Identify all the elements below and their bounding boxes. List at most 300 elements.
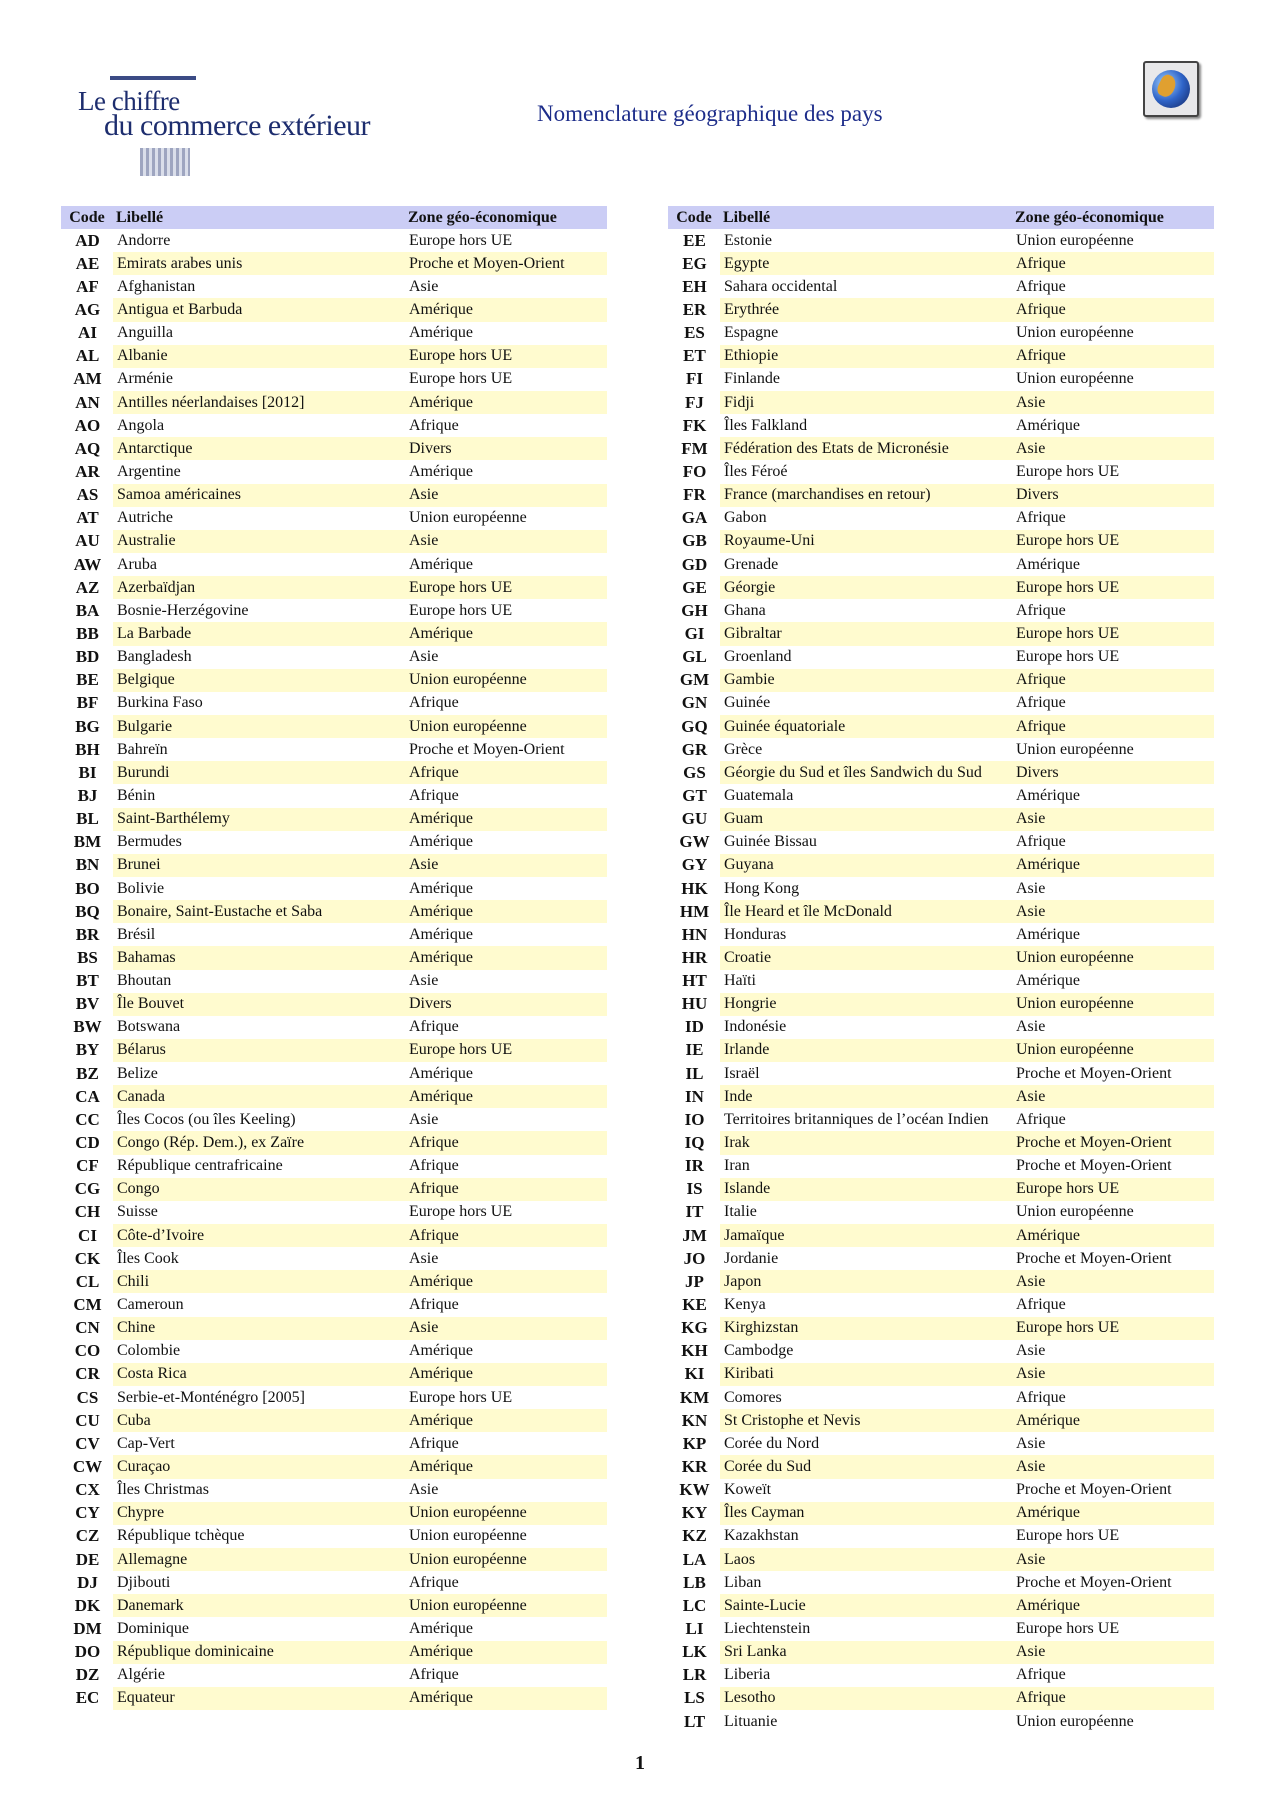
- table-row: [61, 414, 607, 437]
- country-label: Laos: [720, 1548, 1012, 1571]
- economic-zone: Amérique: [1012, 1409, 1214, 1432]
- country-code: LR: [682, 1665, 707, 1685]
- economic-zone: Asie: [1016, 1434, 1046, 1452]
- economic-zone: Amérique: [405, 391, 607, 414]
- country-label: Fédération des Etats de Micronésie: [720, 437, 1012, 460]
- table-row: [61, 391, 607, 414]
- country-label: Antarctique: [113, 437, 405, 460]
- table-row: [668, 484, 1214, 507]
- table-row: [668, 1108, 1214, 1131]
- country-code: BE: [76, 670, 99, 690]
- table-row: [668, 1455, 1214, 1478]
- country-code: LA: [682, 1549, 707, 1569]
- economic-zone: Afrique: [1012, 298, 1214, 321]
- column-header-label: Libellé: [720, 206, 1012, 229]
- economic-zone: Amérique: [1012, 1594, 1214, 1617]
- country-label: Cambodge: [724, 1342, 794, 1360]
- logo-building-graphic: [140, 148, 190, 176]
- country-code: HM: [679, 901, 710, 921]
- country-code: IL: [685, 1063, 704, 1083]
- country-label: Djibouti: [117, 1573, 171, 1591]
- country-label: Grenade: [724, 555, 779, 573]
- table-row: [668, 599, 1214, 622]
- economic-zone: Asie: [1012, 900, 1214, 923]
- table-row: [668, 622, 1214, 645]
- country-code: EC: [75, 1688, 100, 1708]
- economic-zone: Afrique: [405, 761, 607, 784]
- table-row: [668, 1710, 1214, 1733]
- economic-zone: Asie: [1012, 1270, 1214, 1293]
- table-body-right: [668, 229, 1214, 1733]
- country-label: France (marchandises en retour): [720, 484, 1012, 507]
- economic-zone: Afrique: [1016, 1296, 1066, 1314]
- country-code: HK: [681, 878, 708, 898]
- economic-zone: Afrique: [405, 1224, 607, 1247]
- economic-zone: Afrique: [1012, 1687, 1214, 1710]
- economic-zone: Amérique: [405, 808, 607, 831]
- country-code: BO: [75, 878, 100, 898]
- country-code: AR: [75, 461, 100, 481]
- country-code: IR: [685, 1156, 704, 1176]
- country-code: CG: [74, 1179, 101, 1199]
- country-label: Liechtenstein: [724, 1620, 811, 1637]
- economic-zone: Amérique: [405, 1363, 607, 1386]
- country-code: KH: [681, 1341, 708, 1361]
- economic-zone: Amérique: [1012, 1224, 1214, 1247]
- country-label: Territoires britanniques de l’océan Indien: [724, 1110, 989, 1128]
- country-label: Bonaire, Saint-Eustache et Saba: [113, 900, 405, 923]
- economic-zone: Proche et Moyen-Orient: [1016, 1157, 1172, 1175]
- country-code: HU: [681, 994, 708, 1014]
- economic-zone: Amérique: [1016, 925, 1080, 943]
- country-label: Bangladesh: [117, 648, 192, 666]
- country-label: Îles Cayman: [720, 1502, 1012, 1525]
- country-label: Azerbaïdjan: [113, 576, 405, 599]
- economic-zone: Amérique: [1012, 1502, 1214, 1525]
- country-code: JP: [685, 1271, 704, 1291]
- economic-zone: Amérique: [409, 879, 473, 897]
- country-label: Royaume-Uni: [720, 530, 1012, 553]
- country-label: Géorgie: [720, 576, 1012, 599]
- country-code: BV: [75, 994, 100, 1014]
- table-row: [668, 831, 1214, 854]
- economic-zone: Afrique: [1012, 669, 1214, 692]
- country-code: CF: [76, 1156, 99, 1176]
- country-code: FK: [682, 415, 707, 435]
- country-label: Koweït: [724, 1481, 772, 1499]
- country-label: Hong Kong: [724, 879, 800, 897]
- table-row: [61, 1039, 607, 1062]
- country-label: Îles Christmas: [117, 1481, 209, 1499]
- table-row: [61, 1178, 607, 1201]
- economic-zone: Afrique: [1012, 252, 1214, 275]
- country-label: Gibraltar: [720, 622, 1012, 645]
- table-row: [668, 646, 1214, 669]
- table-row: [61, 1455, 607, 1478]
- country-label: Lituanie: [724, 1712, 778, 1730]
- economic-zone: Union européenne: [1016, 370, 1134, 388]
- country-label: Canada: [113, 1085, 405, 1108]
- country-code: JO: [683, 1248, 706, 1268]
- country-code: AQ: [74, 438, 101, 458]
- table-row: [61, 946, 607, 969]
- country-code: FI: [686, 369, 703, 389]
- country-code: AZ: [75, 577, 100, 597]
- country-code: BS: [77, 947, 98, 967]
- country-code: FM: [681, 438, 708, 458]
- country-label: Australie: [113, 530, 405, 553]
- country-code: BM: [73, 832, 102, 852]
- economic-zone: Union européenne: [1012, 993, 1214, 1016]
- country-label: Guyana: [720, 854, 1012, 877]
- country-label: Bosnie-Herzégovine: [117, 601, 249, 619]
- economic-zone: Asie: [1012, 1085, 1214, 1108]
- economic-zone: Asie: [1012, 391, 1214, 414]
- column-header-zone: Zone géo-économique: [405, 206, 607, 229]
- economic-zone: Amérique: [405, 946, 607, 969]
- country-label: Congo (Rép. Dem.), ex Zaïre: [113, 1131, 405, 1154]
- table-row: [668, 345, 1214, 368]
- economic-zone: Proche et Moyen-Orient: [1016, 1249, 1172, 1267]
- economic-zone: Asie: [409, 1249, 439, 1267]
- economic-zone: Europe hors UE: [409, 370, 513, 388]
- table-row: [61, 298, 607, 321]
- country-label: Algérie: [117, 1666, 165, 1684]
- country-label: La Barbade: [113, 622, 405, 645]
- country-label: Inde: [720, 1085, 1012, 1108]
- economic-zone: Europe hors UE: [409, 601, 513, 619]
- country-code: ES: [684, 323, 705, 343]
- country-label: Îles Falkland: [724, 416, 808, 434]
- country-code: DM: [73, 1619, 102, 1638]
- economic-zone: Europe hors UE: [405, 1039, 607, 1062]
- economic-zone: Asie: [409, 648, 439, 666]
- country-code: CA: [75, 1086, 100, 1106]
- country-label: Irak: [720, 1131, 1012, 1154]
- country-label: Géorgie du Sud et îles Sandwich du Sud: [720, 761, 1012, 784]
- country-code: GE: [682, 577, 707, 597]
- economic-zone: Afrique: [1016, 833, 1066, 851]
- country-code: LT: [683, 1711, 706, 1731]
- country-label: Kiribati: [720, 1363, 1012, 1386]
- country-label: République dominicaine: [113, 1641, 405, 1664]
- country-code: BF: [76, 693, 99, 713]
- logo-bar: [110, 76, 196, 80]
- country-code: GD: [681, 554, 708, 574]
- table-row: [668, 1085, 1214, 1108]
- country-code: BR: [75, 924, 100, 944]
- table-row: [61, 1201, 607, 1224]
- country-label: Gambie: [720, 669, 1012, 692]
- country-label: Groenland: [724, 648, 792, 666]
- economic-zone: Amérique: [1016, 786, 1080, 804]
- table-row: [61, 1502, 607, 1525]
- table-row: [668, 715, 1214, 738]
- country-code: GY: [681, 855, 708, 875]
- table-row: [61, 275, 607, 298]
- country-code: KR: [681, 1457, 708, 1477]
- economic-zone: Proche et Moyen-Orient: [409, 740, 565, 758]
- country-label: République tchèque: [117, 1527, 245, 1545]
- country-code: GB: [682, 531, 707, 551]
- country-code: BN: [75, 855, 100, 875]
- country-code: GU: [681, 809, 708, 829]
- table-row: [61, 322, 607, 345]
- country-code: FJ: [685, 392, 704, 412]
- country-label: Botswana: [117, 1018, 181, 1036]
- country-code: KY: [681, 1503, 708, 1523]
- table-row: [668, 1409, 1214, 1432]
- table-row: [61, 1641, 607, 1664]
- economic-zone: Asie: [409, 972, 439, 990]
- economic-zone: Proche et Moyen-Orient: [1012, 1131, 1214, 1154]
- economic-zone: Afrique: [409, 1018, 459, 1036]
- country-code: CD: [75, 1133, 100, 1153]
- country-code: BJ: [77, 785, 98, 805]
- logo-line-1: Le chiffre: [78, 86, 180, 116]
- country-label: Croatie: [720, 946, 1012, 969]
- economic-zone: Amérique: [409, 555, 473, 573]
- page-number: 1: [635, 1752, 645, 1774]
- country-label: Haïti: [724, 972, 756, 990]
- country-label: Guinée: [724, 694, 771, 712]
- table-row: [61, 1594, 607, 1617]
- table-row: [61, 761, 607, 784]
- table-row: [668, 1062, 1214, 1085]
- table-row: [61, 1687, 607, 1710]
- table-row: [61, 1224, 607, 1247]
- country-code: GN: [681, 693, 708, 713]
- economic-zone: Afrique: [1012, 715, 1214, 738]
- economic-zone: Afrique: [405, 1178, 607, 1201]
- economic-zone: Europe hors UE: [1012, 1178, 1214, 1201]
- country-label: Cap-Vert: [117, 1434, 175, 1452]
- country-label: Andorre: [117, 231, 171, 249]
- table-row: [668, 1386, 1214, 1409]
- country-label: Kenya: [724, 1296, 766, 1314]
- economic-zone: Amérique: [405, 1409, 607, 1432]
- country-label: Espagne: [724, 324, 779, 342]
- country-code: IN: [685, 1086, 704, 1106]
- table-row: [668, 1502, 1214, 1525]
- country-code: LI: [685, 1619, 704, 1638]
- country-label: Danemark: [113, 1594, 405, 1617]
- globe-icon[interactable]: [1143, 61, 1199, 117]
- table-row: [668, 900, 1214, 923]
- country-label: Egypte: [720, 252, 1012, 275]
- table-row: [668, 1224, 1214, 1247]
- country-label: Curaçao: [113, 1455, 405, 1478]
- table-row: [668, 460, 1214, 483]
- country-label: Costa Rica: [113, 1363, 405, 1386]
- country-code: KE: [682, 1295, 707, 1315]
- country-label: Côte-d’Ivoire: [113, 1224, 405, 1247]
- country-label: Îles Cocos (ou îles Keeling): [117, 1110, 296, 1128]
- table-header-row: [668, 206, 1214, 229]
- economic-zone: Amérique: [405, 1270, 607, 1293]
- country-label: Sri Lanka: [720, 1641, 1012, 1664]
- table-row: [61, 970, 607, 993]
- country-label: Suisse: [117, 1203, 158, 1221]
- table-row: [61, 1270, 607, 1293]
- country-label: Hongrie: [720, 993, 1012, 1016]
- country-code: EE: [683, 230, 706, 250]
- country-code: CX: [75, 1480, 100, 1500]
- country-code: AT: [76, 508, 99, 528]
- economic-zone: Afrique: [1016, 1666, 1066, 1684]
- economic-zone: Afrique: [409, 694, 459, 712]
- economic-zone: Europe hors UE: [409, 1203, 513, 1221]
- economic-zone: Union européenne: [1016, 324, 1134, 342]
- country-code: ID: [685, 1017, 704, 1037]
- table-row: [668, 275, 1214, 298]
- economic-zone: Union européenne: [1012, 946, 1214, 969]
- country-code: DO: [74, 1642, 101, 1662]
- country-code: CW: [72, 1457, 103, 1477]
- table-row: [61, 877, 607, 900]
- country-label: Guam: [720, 808, 1012, 831]
- economic-zone: Amérique: [405, 1641, 607, 1664]
- table-row: [668, 1687, 1214, 1710]
- economic-zone: Proche et Moyen-Orient: [1016, 1481, 1172, 1499]
- table-row: [61, 1571, 607, 1594]
- country-code: KM: [679, 1387, 710, 1407]
- country-label: Île Bouvet: [113, 993, 405, 1016]
- column-header-label: Libellé: [113, 206, 405, 229]
- economic-zone: Asie: [405, 1317, 607, 1340]
- table-row: [668, 1155, 1214, 1178]
- country-code: AS: [76, 485, 99, 505]
- table-row: [668, 669, 1214, 692]
- country-code: DE: [75, 1549, 100, 1569]
- table-row: [61, 1386, 607, 1409]
- country-label: St Cristophe et Nevis: [720, 1409, 1012, 1432]
- country-code: AN: [75, 392, 100, 412]
- table-row: [61, 1108, 607, 1131]
- table-row: [668, 1594, 1214, 1617]
- table-row: [668, 738, 1214, 761]
- country-code: CO: [74, 1341, 101, 1361]
- table-row: [61, 1155, 607, 1178]
- economic-zone: Amérique: [409, 1064, 473, 1082]
- economic-zone: Amérique: [405, 298, 607, 321]
- country-label: Guinée Bissau: [724, 833, 817, 851]
- country-code: BD: [75, 647, 100, 667]
- country-code: ET: [683, 346, 706, 366]
- economic-zone: Amérique: [1016, 416, 1080, 434]
- economic-zone: Union européenne: [409, 1527, 527, 1545]
- economic-zone: Afrique: [1016, 509, 1066, 527]
- table-row: [668, 322, 1214, 345]
- economic-zone: Europe hors UE: [409, 231, 513, 249]
- country-label: Emirats arabes unis: [113, 252, 405, 275]
- country-code: CU: [75, 1410, 100, 1430]
- economic-zone: Afrique: [1016, 601, 1066, 619]
- country-label: Angola: [117, 416, 165, 434]
- country-label: Ghana: [724, 601, 766, 619]
- table-row: [668, 1363, 1214, 1386]
- country-code: GI: [684, 623, 705, 643]
- economic-zone: Amérique: [409, 1620, 473, 1637]
- economic-zone: Asie: [1016, 1018, 1046, 1036]
- table-row: [61, 669, 607, 692]
- table-row: [61, 808, 607, 831]
- country-label: Belgique: [113, 669, 405, 692]
- country-label: Autriche: [117, 509, 173, 527]
- table-row: [668, 877, 1214, 900]
- table-row: [668, 1617, 1214, 1640]
- economic-zone: Divers: [1012, 761, 1214, 784]
- table-body-left: [61, 229, 607, 1710]
- country-code: LK: [682, 1642, 707, 1662]
- country-code: BQ: [75, 901, 100, 921]
- country-label: Islande: [720, 1178, 1012, 1201]
- country-code: BY: [75, 1040, 100, 1060]
- country-code: AG: [74, 299, 101, 319]
- country-label: République centrafricaine: [117, 1157, 283, 1175]
- table-row: [61, 576, 607, 599]
- country-code: CL: [75, 1271, 100, 1291]
- country-label: Dominique: [117, 1620, 189, 1637]
- economic-zone: Union européenne: [405, 1502, 607, 1525]
- economic-zone: Afrique: [409, 1434, 459, 1452]
- economic-zone: Europe hors UE: [1012, 576, 1214, 599]
- country-code: BH: [75, 739, 100, 759]
- economic-zone: Europe hors UE: [405, 345, 607, 368]
- table-row: [61, 1479, 607, 1502]
- country-code: CM: [73, 1295, 102, 1315]
- country-code: IT: [685, 1202, 704, 1222]
- table-row: [61, 622, 607, 645]
- table-row: [61, 229, 607, 252]
- table-row: [61, 530, 607, 553]
- country-code: ER: [682, 299, 707, 319]
- table-row: [61, 692, 607, 715]
- table-row: [61, 854, 607, 877]
- table-row: [668, 530, 1214, 553]
- country-label: Saint-Barthélemy: [113, 808, 405, 831]
- country-label: Grèce: [724, 740, 763, 758]
- economic-zone: Proche et Moyen-Orient: [1016, 1064, 1172, 1082]
- country-label: Brésil: [117, 925, 156, 943]
- economic-zone: Europe hors UE: [1012, 622, 1214, 645]
- country-label: Allemagne: [113, 1548, 405, 1571]
- table-row: [668, 1571, 1214, 1594]
- table-row: [61, 484, 607, 507]
- country-label: Corée du Sud: [720, 1455, 1012, 1478]
- table-row: [668, 692, 1214, 715]
- economic-zone: Afrique: [409, 786, 459, 804]
- economic-zone: Afrique: [405, 1131, 607, 1154]
- table-row: [668, 576, 1214, 599]
- country-code: GT: [682, 785, 707, 805]
- table-row: [61, 460, 607, 483]
- country-code: CS: [76, 1387, 99, 1407]
- economic-zone: Proche et Moyen-Orient: [1016, 1573, 1172, 1591]
- table-row: [61, 1432, 607, 1455]
- country-label: Guatemala: [724, 786, 794, 804]
- country-label: Kazakhstan: [724, 1527, 799, 1545]
- country-code: IO: [684, 1109, 705, 1129]
- country-code: AW: [73, 554, 102, 574]
- economic-zone: Union européenne: [1016, 231, 1134, 249]
- country-label: Liberia: [724, 1666, 771, 1684]
- economic-zone: Amérique: [405, 900, 607, 923]
- country-code: CN: [75, 1318, 100, 1338]
- country-code: AE: [75, 253, 100, 273]
- economic-zone: Asie: [409, 277, 439, 295]
- table-row: [668, 1641, 1214, 1664]
